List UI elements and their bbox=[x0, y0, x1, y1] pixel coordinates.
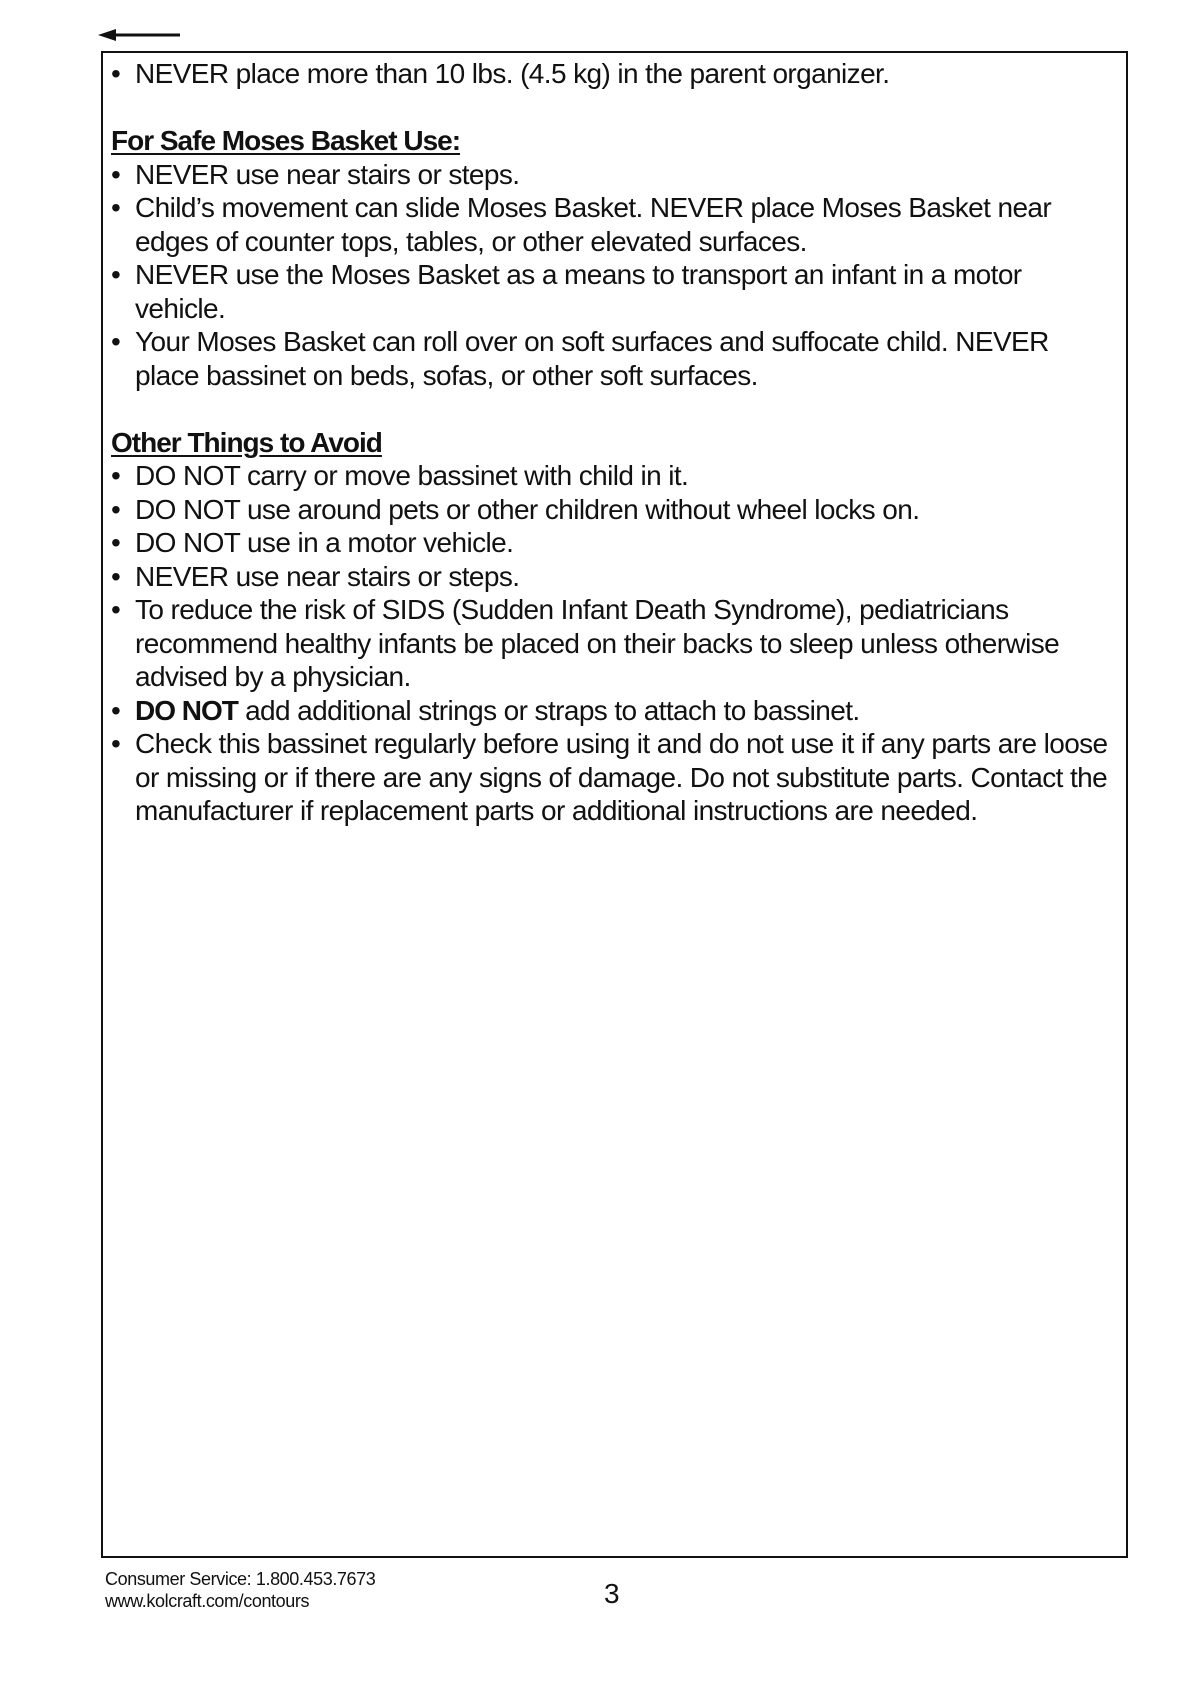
emphasis-do-not: DO NOT bbox=[135, 694, 238, 726]
back-arrow-icon bbox=[98, 26, 182, 44]
list-item-text: add additional strings or straps to attach to bassinet. bbox=[237, 694, 860, 726]
list-item: • NEVER place more than 10 lbs. (4.5 kg) in the parent organizer. bbox=[111, 57, 1111, 91]
list-item: • Child’s movement can slide Moses Basket. NEVER place Moses Basket near edges of counter tops, tables, or other elevated surfaces. bbox=[111, 191, 1111, 258]
moses-basket-section bbox=[111, 124, 1111, 392]
moses-list bbox=[111, 158, 1111, 393]
list-item: • NEVER use the Moses Basket as a means to transport an infant in a motor vehicle. bbox=[111, 258, 1111, 325]
list-item bbox=[111, 694, 1111, 728]
avoid-section bbox=[111, 426, 1111, 828]
list-item: • DO NOT carry or move bassinet with child in it. bbox=[111, 459, 1111, 493]
avoid-list bbox=[111, 459, 1111, 828]
list-item: • To reduce the risk of SIDS (Sudden Infant Death Syndrome), pediatricians recommend healthy infants be placed on their backs to sleep unless otherwise advised by a physician. bbox=[111, 593, 1111, 694]
list-item: • DO NOT use in a motor vehicle. bbox=[111, 526, 1111, 560]
consumer-service-phone: Consumer Service: 1.800.453.7673 bbox=[105, 1569, 376, 1589]
section-heading-avoid: Other Things to Avoid bbox=[111, 426, 382, 458]
warnings-content bbox=[111, 57, 1111, 828]
list-item: • DO NOT use around pets or other children without wheel locks on. bbox=[111, 493, 1111, 527]
section-heading-moses: For Safe Moses Basket Use: bbox=[111, 125, 461, 156]
list-item: • Check this bassinet regularly before using it and do not use it if any parts are loose or missing or if there are any signs of damage. Do not substitute parts. Contact the manufacturer if replacement parts or additional instructions are needed. bbox=[111, 727, 1111, 828]
list-item: • NEVER use near stairs or steps. bbox=[111, 560, 1111, 594]
intro-list bbox=[111, 57, 1111, 91]
list-item: • Your Moses Basket can roll over on soft surfaces and suffocate child. NEVER place bassinet on beds, sofas, or other soft surfaces. bbox=[111, 325, 1111, 392]
list-item: • NEVER use near stairs or steps. bbox=[111, 158, 1111, 192]
website-url: www.kolcraft.com/contours bbox=[105, 1591, 310, 1611]
footer-contact bbox=[105, 1568, 375, 1612]
page-number: 3 bbox=[604, 1578, 620, 1609]
